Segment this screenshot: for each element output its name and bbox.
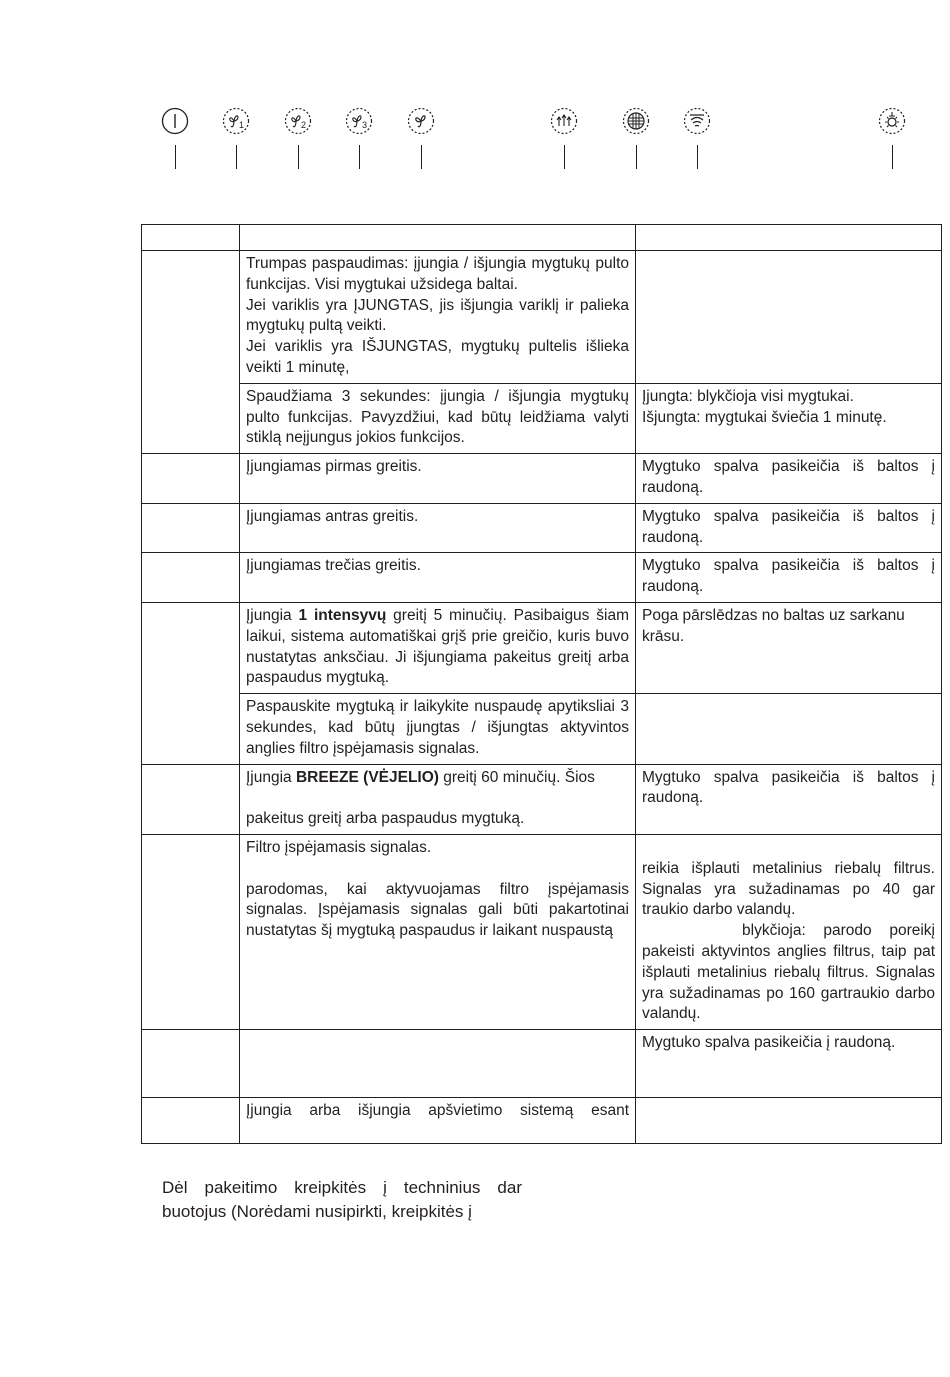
callout-line xyxy=(892,145,893,169)
header-cell xyxy=(142,225,240,251)
fan-speed-3-icon[interactable] xyxy=(345,107,373,135)
callout-line xyxy=(236,145,237,169)
table-row xyxy=(142,503,942,553)
table-row xyxy=(142,834,942,1029)
note-cell xyxy=(636,454,942,504)
row-text: Įjungia xyxy=(246,768,296,786)
row-text: pakeitus greitį arba paspaudus mygtuką. xyxy=(246,810,525,828)
row-text: Mygtuko spalva pasikeičia iš baltos į raudoną. xyxy=(642,458,935,496)
speed-digit: 2 xyxy=(301,120,307,130)
fan-intensive-icon[interactable] xyxy=(407,107,435,135)
table-row xyxy=(142,251,942,384)
button-cell xyxy=(142,602,240,764)
description-cell xyxy=(240,694,636,764)
speed-digit: 1 xyxy=(239,120,245,130)
bold-text: BREEZE (VĖJELIO) xyxy=(295,768,439,786)
row-text: greitį 5 minučių. Pasibaigus šiam laikui, sistema automatiškai grįš prie greičio, kuris buvo nustatytas anksčiau. Ji išjungiama pakeitus greitį arba paspaudus mygtuką. xyxy=(246,606,629,687)
row-text: Mygtuko spalva pasikeičia iš baltos į raudoną. xyxy=(642,557,935,596)
description-cell xyxy=(240,1098,636,1144)
speed-digit: 3 xyxy=(362,120,368,130)
callout-line xyxy=(175,145,176,169)
description-cell xyxy=(240,1030,636,1098)
row-text: Mygtuko spalva pasikeičia į raudoną. xyxy=(642,1034,896,1052)
row-text: Spaudžiama 3 sekundes: įjungia / išjungia mygtukų pulto funkcijas. Pavyzdžiui, kad būtų leidžiama valyti stiklą neįjungus jokios funkcijos. xyxy=(246,387,629,447)
row-text: Įjungta: blykčioja visi mygtukai. xyxy=(642,387,854,405)
note-cell xyxy=(636,834,942,1029)
wireless-hood-icon[interactable] xyxy=(683,107,711,135)
row-text: blykčioja: parodo poreikį pakeisti aktyvintos anglies filtrus, taip pat išplauti metalinius riebalų filtrus. Signalas yra sužadinamas po 160 gartraukio darbo valandų. xyxy=(642,922,935,1023)
fan-speed-1-icon[interactable] xyxy=(222,107,250,135)
note-cell xyxy=(636,383,942,453)
button-cell xyxy=(142,834,240,1029)
row-text: Jei variklis yra ĮJUNGTAS, jis išjungia variklį ir palieka mygtukų pultą veikti. xyxy=(246,296,629,335)
table-row xyxy=(142,1098,942,1144)
table-row xyxy=(142,454,942,504)
button-cell xyxy=(142,454,240,504)
description-cell xyxy=(240,834,636,1029)
button-cell xyxy=(142,553,240,603)
row-text: Poga pārslēdzas no baltas uz sarkanu krāsu. xyxy=(642,606,905,645)
row-text: greitį 60 minučių. Šios xyxy=(438,768,595,786)
power-icon[interactable] xyxy=(161,107,189,135)
row-text: Filtro įspėjamasis signalas. xyxy=(246,838,432,856)
note-cell xyxy=(636,503,942,553)
note-cell xyxy=(636,694,942,764)
description-cell xyxy=(240,383,636,453)
row-text: Mygtuko spalva pasikeičia iš baltos į raudoną. xyxy=(642,507,935,546)
callout-line xyxy=(564,145,565,169)
table-row xyxy=(142,383,942,453)
row-text: Jei variklis yra IŠJUNGTAS, mygtukų pultelis išlieka veikti 1 minutę, xyxy=(246,338,629,376)
description-cell xyxy=(240,454,636,504)
callout-line xyxy=(421,145,422,169)
row-text: Įjungiamas trečias greitis. xyxy=(246,557,421,575)
function-table xyxy=(141,224,942,1144)
row-text: Išjungta: mygtukai šviečia 1 minutę. xyxy=(642,408,887,426)
button-cell xyxy=(142,251,240,454)
note-cell xyxy=(636,764,942,834)
button-cell xyxy=(142,1098,240,1144)
callout-line xyxy=(697,145,698,169)
row-text: Įjungiamas antras greitis. xyxy=(246,507,419,525)
footer-note: Dėl pakeitimo kreipkitės į techninius dar buotojus (Norėdami nusipirkti, kreipkitės į xyxy=(162,1178,522,1221)
table-row xyxy=(142,553,942,603)
bold-text: 1 intensyvų xyxy=(298,606,387,624)
row-text: Mygtuko spalva pasikeičia iš baltos į raudoną. xyxy=(642,768,935,807)
description-cell xyxy=(240,553,636,603)
grease-filter-icon[interactable] xyxy=(622,107,650,135)
callout-line xyxy=(298,145,299,169)
callout-line xyxy=(359,145,360,169)
description-cell xyxy=(240,251,636,384)
table-row xyxy=(142,694,942,764)
table-header-row xyxy=(142,225,942,251)
control-panel xyxy=(0,0,950,180)
table-row xyxy=(142,1030,942,1098)
row-text: Paspauskite mygtuką ir laikykite nuspaudę apytiksliai 3 sekundes, kad būtų įjungtas / išjungtas aktyvintos anglies filtro įspėjamasis signalas. xyxy=(246,698,629,757)
header-cell xyxy=(240,225,636,251)
button-cell xyxy=(142,1030,240,1098)
description-cell xyxy=(240,602,636,693)
row-text: Įjungia arba išjungia apšvietimo sistemą esant xyxy=(246,1102,629,1120)
fan-speed-2-icon[interactable] xyxy=(284,107,312,135)
row-text: parodomas, kai aktyvuojamas filtro įspėjamasis signalas. Įspėjamasis signalas gali būti pakartotinai nustatytas šį mygtuką paspaudus ir laikant nuspaustą xyxy=(246,880,629,940)
breeze-icon[interactable] xyxy=(550,107,578,135)
row-text: Trumpas paspaudimas: įjungia / išjungia mygtukų pulto funkcijas. Visi mygtukai užsidega baltai. xyxy=(246,255,629,293)
row-text: Įjungiamas pirmas greitis. xyxy=(246,458,422,476)
callout-line xyxy=(636,145,637,169)
row-text: Įjungia xyxy=(246,606,299,624)
light-icon[interactable] xyxy=(878,107,906,135)
note-cell xyxy=(636,1098,942,1144)
note-cell xyxy=(636,251,942,384)
table-row xyxy=(142,602,942,693)
button-cell xyxy=(142,503,240,553)
table-row xyxy=(142,764,942,834)
note-cell xyxy=(636,602,942,693)
row-text: reikia išplauti metalinius riebalų filtrus. Signalas yra sužadinamas po 40 gar traukio darbo valandų. xyxy=(642,859,935,919)
description-cell xyxy=(240,764,636,834)
description-cell xyxy=(240,503,636,553)
note-cell xyxy=(636,1030,942,1098)
note-cell xyxy=(636,553,942,603)
header-cell xyxy=(636,225,942,251)
button-cell xyxy=(142,764,240,834)
